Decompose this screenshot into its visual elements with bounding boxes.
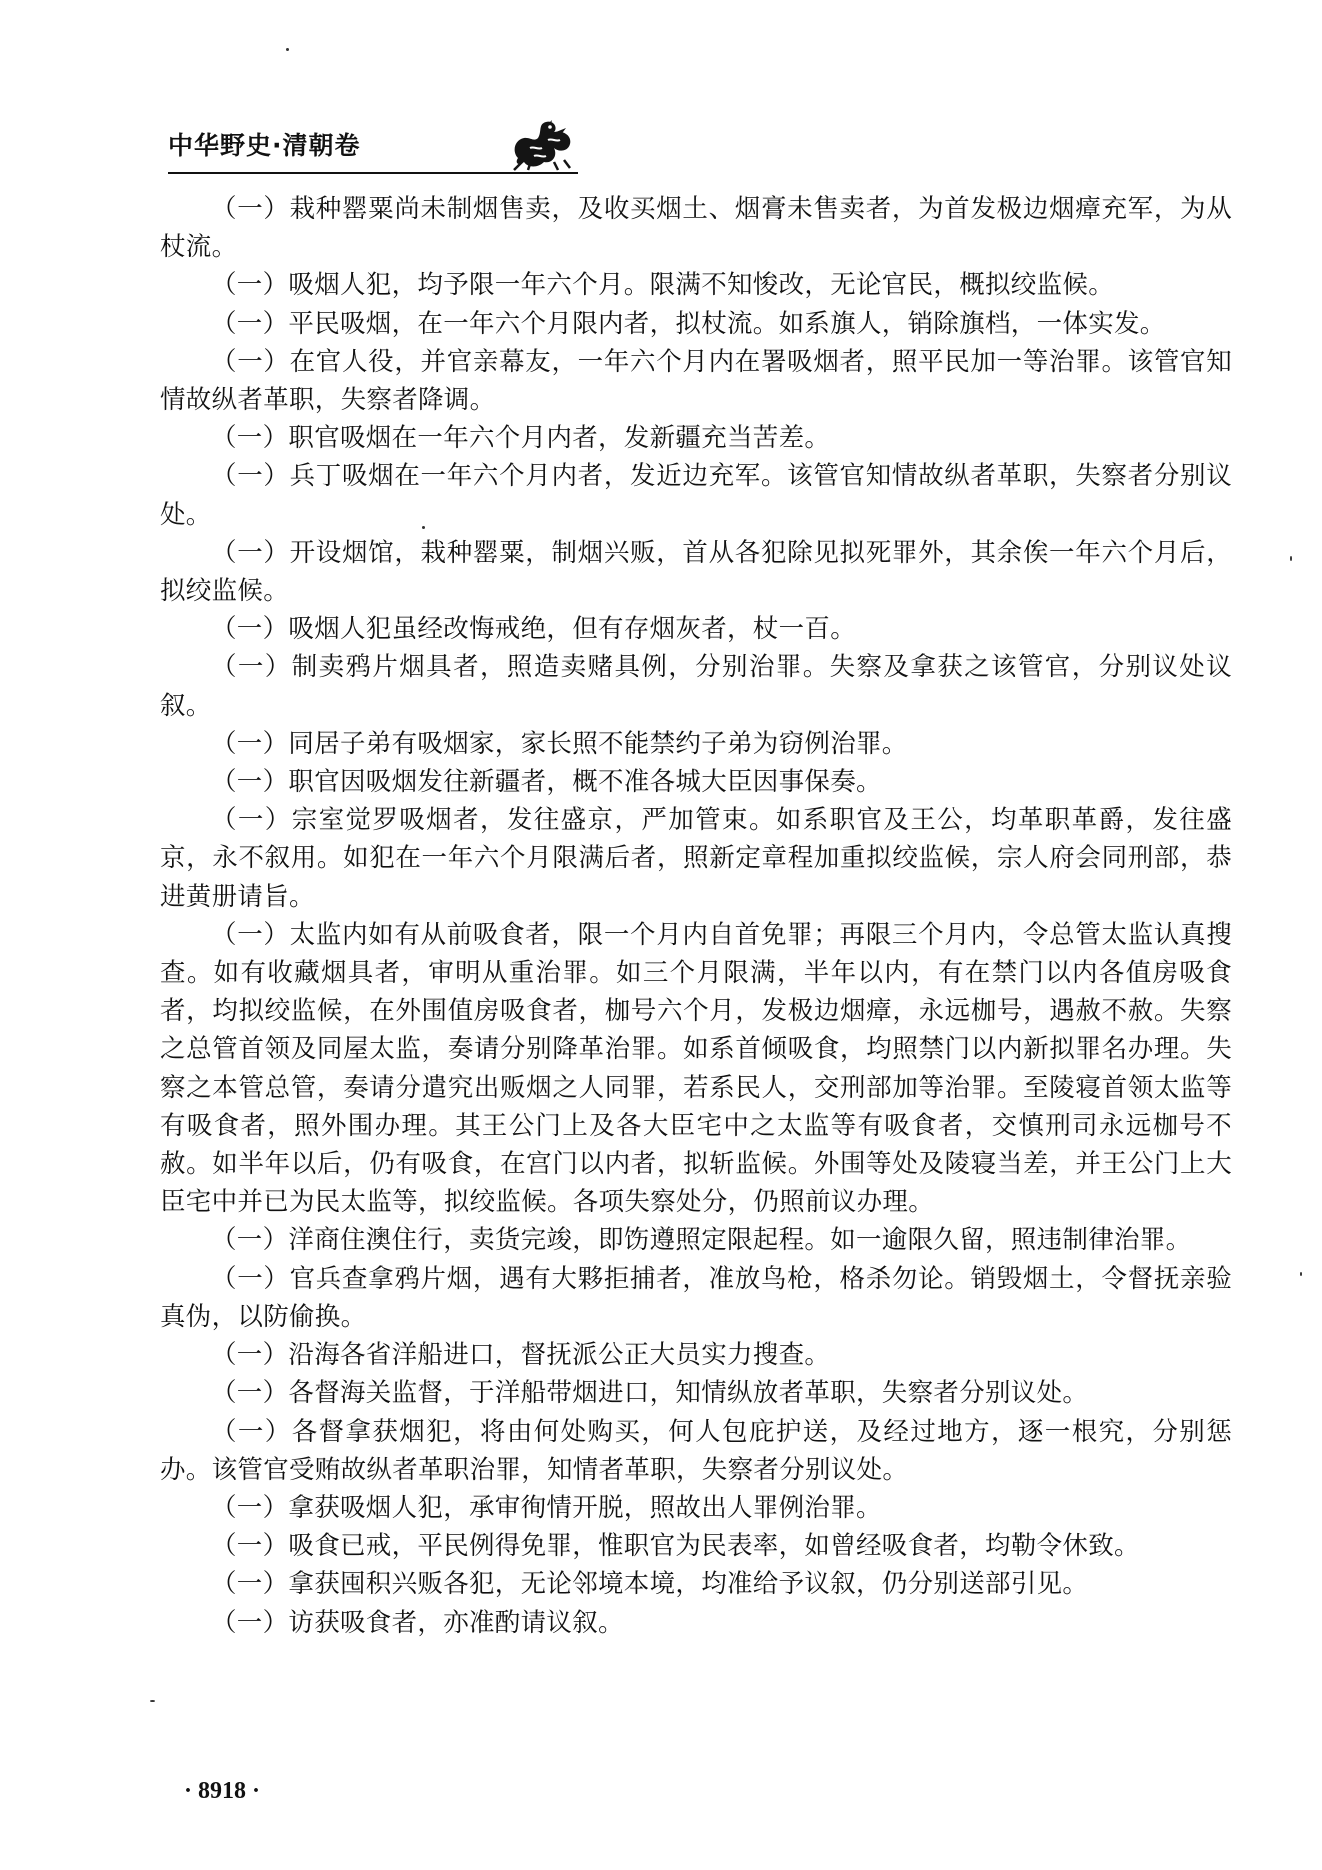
clause-paragraph: （一）宗室觉罗吸烟者，发往盛京，严加管束。如系职官及王公，均革职革爵，发往盛京，永不叙用。如犯在一年六个月限满后者，照新定章程加重拟绞监候，宗人府会同刑部，恭进黄册请旨。	[160, 805, 1232, 912]
clause-paragraph: （一）同居子弟有吸烟家，家长照不能禁约子弟为窃例治罪。	[211, 728, 908, 759]
scan-speck	[150, 1700, 155, 1702]
scan-speck	[422, 526, 425, 529]
scan-speck	[286, 48, 289, 51]
clause-paragraph: （一）吸食已戒，平民例得免罪，惟职官为民表率，如曾经吸食者，均勒令休致。	[211, 1531, 1140, 1562]
scan-speck	[1290, 556, 1292, 561]
clause-paragraph: （一）官兵查拿鸦片烟，遇有大夥拒捕者，准放鸟枪，格杀勿论。销毁烟土，令督抚亲验真伪，以防偷换。	[160, 1263, 1232, 1332]
clause-paragraph: （一）太监内如有从前吸食者，限一个月内自首免罪；再限三个月内，令总管太监认真搜查。如有收藏烟具者，审明从重治罪。如三个月限满，半年以内，有在禁门以内各值房吸食者，均拟绞监候，在外围值房吸食者，枷号六个月，发极边烟瘴，永远枷号，遇赦不赦。失察之总管首领及同屋太监，奏请分别降革治罪。如系首倾吸食，均照禁门以内新拟罪名办理。失察之本管总管，奏请分遣究出贩烟之人同罪，若系民人，交刑部加等治罪。至陵寝首领太监等有吸食者，照外围办理。其王公门上及各大臣宅中之太监等有吸食者，交慎刑司永远枷号不赦。如半年以后，仍有吸食，在宫门以内者，拟斩监候。外围等处及陵寝当差，并王公门上大臣宅中并已为民太监等，拟绞监候。各项失察处分，仍照前议办理。	[160, 919, 1232, 1218]
body-text	[160, 190, 1232, 1642]
clause-paragraph: （一）职官因吸烟发往新疆者，概不准各城大臣因事保奏。	[211, 767, 882, 798]
clause-paragraph: （一）开设烟馆，栽种罂粟，制烟兴贩，首从各犯除见拟死罪外，其余俟一年六个月后，拟绞监候。	[160, 537, 1232, 607]
clause-paragraph: （一）拿获囤积兴贩各犯，无论邻境本境，均准给予议叙，仍分别送部引见。	[211, 1569, 1089, 1600]
clause-paragraph: （一）在官人役，并官亲幕友，一年六个月内在署吸烟者，照平民加一等治罪。该管官知情故纵者革职，失察者降调。	[160, 346, 1232, 416]
clause-paragraph: （一）洋商住澳住行，卖货完竣，即饬遵照定限起程。如一逾限久留，照违制律治罪。	[211, 1225, 1192, 1256]
clause-paragraph: （一）各督拿获烟犯，将由何处购买，何人包庇护送，及经过地方，逐一根究，分别惩办。该管官受贿故纵者革职治罪，知情者革职，失察者分别议处。	[160, 1416, 1232, 1485]
scan-speck	[1300, 1272, 1302, 1276]
dragon-emblem-icon	[508, 118, 580, 172]
clause-paragraph: （一）拿获吸烟人犯，承审徇情开脱，照故出人罪例治罪。	[211, 1492, 882, 1523]
running-title: 中华野史·清朝卷	[168, 131, 361, 160]
clause-paragraph: （一）访获吸食者，亦准酌请议叙。	[211, 1607, 624, 1638]
clause-paragraph: （一）各督海关监督，于洋船带烟进口，知情纵放者革职，失察者分别议处。	[211, 1378, 1089, 1409]
clause-paragraph: （一）平民吸烟，在一年六个月限内者，拟杖流。如系旗人，销除旗档，一体实发。	[211, 308, 1166, 339]
clause-paragraph: （一）栽种罂粟尚未制烟售卖，及收买烟土、烟膏未售卖者，为首发极边烟瘴充军，为从杖流。	[160, 194, 1232, 263]
clause-paragraph: （一）职官吸烟在一年六个月内者，发新疆充当苦差。	[211, 423, 831, 454]
clause-paragraph: （一）吸烟人犯虽经改悔戒绝，但有存烟灰者，杖一百。	[211, 614, 857, 645]
clause-paragraph: （一）兵丁吸烟在一年六个月内者，发近边充军。该管官知情故纵者革职，失察者分别议处。	[160, 461, 1232, 530]
clause-paragraph: （一）沿海各省洋船进口，督抚派公正大员实力搜查。	[211, 1340, 831, 1371]
header-rule	[168, 172, 578, 174]
clause-paragraph: （一）吸烟人犯，均予限一年六个月。限满不知悛改，无论官民，概拟绞监候。	[211, 270, 1115, 301]
clause-paragraph: （一）制卖鸦片烟具者，照造卖赌具例，分别治罪。失察及拿获之该管官，分别议处议叙。	[160, 652, 1232, 721]
page-number: · 8918 ·	[184, 1778, 261, 1804]
running-head	[168, 118, 588, 174]
